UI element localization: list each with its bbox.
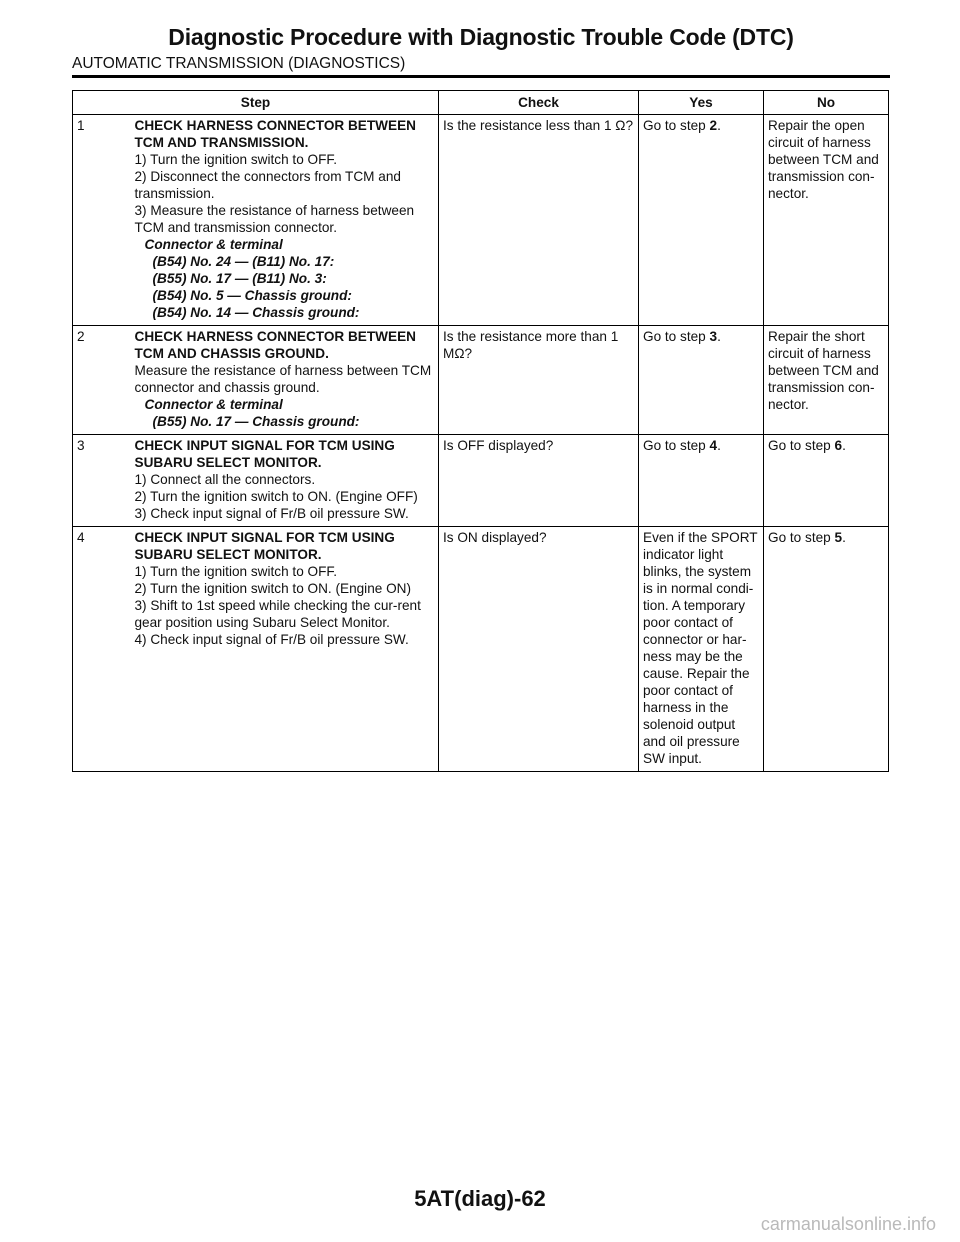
no-step: 5	[834, 530, 843, 545]
yes-step: 3	[709, 329, 718, 344]
step-line: 4) Check input signal of Fr/B oil pressure SW.	[134, 632, 409, 647]
step-line: 3) Shift to 1st speed while checking the cur-rent gear position using Subaru Select Monitor.	[134, 598, 421, 630]
step-line: 3) Check input signal of Fr/B oil pressure SW.	[134, 506, 409, 521]
no-suffix: .	[842, 530, 846, 545]
yes-suffix: .	[717, 438, 721, 453]
step-number: 2	[73, 326, 135, 435]
page-number: 5AT(diag)-62	[414, 1186, 546, 1211]
yes-suffix: .	[717, 329, 721, 344]
no-step: 6	[834, 438, 843, 453]
diagnostic-table	[72, 90, 889, 772]
connector-terminal-item: (B54) No. 5 — Chassis ground:	[152, 288, 352, 303]
yes-step: 4	[709, 438, 718, 453]
step-description	[135, 326, 439, 435]
connector-terminal-item: (B54) No. 14 — Chassis ground:	[152, 305, 360, 320]
connector-terminal-item: (B54) No. 24 — (B11) No. 17:	[152, 254, 335, 269]
table-row	[73, 326, 889, 435]
step-line: 2) Turn the ignition switch to ON. (Engine OFF)	[134, 489, 418, 504]
connector-terminal-item: (B55) No. 17 — (B11) No. 3:	[152, 271, 327, 286]
step-title: CHECK INPUT SIGNAL FOR TCM USING SUBARU SELECT MONITOR.	[134, 438, 395, 470]
no-cell	[764, 435, 889, 527]
section-title: AUTOMATIC TRANSMISSION (DIAGNOSTICS)	[72, 55, 406, 72]
step-number: 1	[73, 115, 135, 326]
check-cell: Is the resistance more than 1 MΩ?	[439, 326, 639, 435]
page-title: Diagnostic Procedure with Diagnostic Trouble Code (DTC)	[168, 24, 794, 50]
yes-cell	[639, 435, 764, 527]
step-line: Measure the resistance of harness between TCM connector and chassis ground.	[134, 363, 432, 395]
no-prefix: Go to step	[768, 438, 835, 453]
yes-prefix: Go to step	[643, 438, 710, 453]
check-cell: Is OFF displayed?	[439, 435, 639, 527]
yes-suffix: .	[717, 118, 721, 133]
column-header-yes: Yes	[639, 91, 764, 115]
step-description	[135, 435, 439, 527]
step-line: 3) Measure the resistance of harness between TCM and transmission connector.	[134, 203, 415, 235]
no-prefix: Go to step	[768, 530, 835, 545]
yes-prefix: Go to step	[643, 329, 710, 344]
column-header-no: No	[764, 91, 889, 115]
step-line: 1) Connect all the connectors.	[134, 472, 316, 487]
step-line: 1) Turn the ignition switch to OFF.	[134, 152, 337, 167]
connector-terminal-item: (B55) No. 17 — Chassis ground:	[152, 414, 360, 429]
header-rule	[72, 75, 890, 78]
step-line: 2) Disconnect the connectors from TCM and transmission.	[134, 169, 401, 201]
step-description	[135, 527, 439, 772]
step-description	[135, 115, 439, 326]
step-line: 2) Turn the ignition switch to ON. (Engine ON)	[134, 581, 412, 596]
yes-cell	[639, 115, 764, 326]
no-cell: Repair the open circuit of harness between TCM and transmission con-nector.	[764, 115, 889, 326]
table-row	[73, 115, 889, 326]
step-line: 1) Turn the ignition switch to OFF.	[134, 564, 337, 579]
no-suffix: .	[842, 438, 846, 453]
step-number: 3	[73, 435, 135, 527]
check-cell: Is the resistance less than 1 Ω?	[439, 115, 639, 326]
column-header-step: Step	[73, 91, 439, 115]
connector-terminal-label: Connector & terminal	[144, 237, 283, 252]
yes-cell: Even if the SPORT indicator light blinks, the system is in normal condi-tion. A temporary poor contact of connector or har-ness may be the cause. Repair the poor contact of harness in the solenoid output and oil pressure SW input.	[639, 527, 764, 772]
table-row	[73, 435, 889, 527]
connector-terminal-label: Connector & terminal	[144, 397, 283, 412]
step-number: 4	[73, 527, 135, 772]
step-title: CHECK HARNESS CONNECTOR BETWEEN TCM AND TRANSMISSION.	[134, 118, 416, 150]
no-cell: Repair the short circuit of harness between TCM and transmission con-nector.	[764, 326, 889, 435]
page-header	[72, 22, 890, 74]
check-cell: Is ON displayed?	[439, 527, 639, 772]
step-title: CHECK INPUT SIGNAL FOR TCM USING SUBARU SELECT MONITOR.	[134, 530, 395, 562]
yes-prefix: Go to step	[643, 118, 710, 133]
watermark: carmanualsonline.info	[760, 1214, 936, 1234]
column-header-check: Check	[439, 91, 639, 115]
no-cell	[764, 527, 889, 772]
step-title: CHECK HARNESS CONNECTOR BETWEEN TCM AND CHASSIS GROUND.	[134, 329, 416, 361]
yes-cell	[639, 326, 764, 435]
table-header-row	[73, 91, 889, 115]
yes-step: 2	[709, 118, 718, 133]
table-row	[73, 527, 889, 772]
